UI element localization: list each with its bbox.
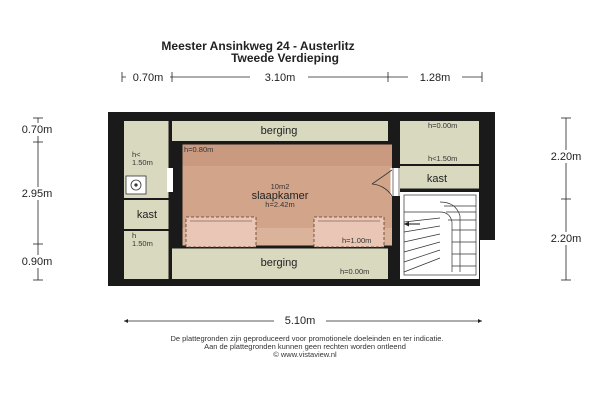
dim-top-left: 0.70m: [132, 72, 164, 84]
dim-left-bottom: 0.90m: [21, 256, 53, 268]
room-berging-bottom: berging: [260, 257, 298, 269]
dim-left-top: 0.70m: [21, 124, 53, 136]
room-slaapkamer-height: h=2.42m: [265, 200, 295, 209]
skylight-left: [186, 217, 256, 247]
dim-top-right: 1.28m: [419, 72, 451, 84]
height-label-150-left-bottom-1: h: [132, 231, 137, 240]
room-kast-right: kast: [426, 173, 448, 185]
dim-right-top: 2.20m: [550, 151, 582, 163]
right-dimension: [540, 118, 592, 280]
plan-subtitle: Tweede Verdieping: [231, 51, 339, 65]
height-label-150-right: h<1.50m: [428, 154, 458, 163]
height-label-100: h=1.00m: [342, 236, 372, 245]
footer-copyright: © www.vistaview.nl: [273, 350, 337, 359]
footer-disclaimer-1: De plattegronden zijn geproduceerd voor promotionele doeleinden en ter indicatie.: [170, 334, 444, 343]
height-label-000-bottom: h=0.00m: [340, 267, 370, 276]
footer-disclaimer-2: Aan de plattegronden kunnen geen rechten worden ontleend: [204, 342, 406, 351]
bottom-dimension: [124, 314, 482, 327]
height-label-150-left-top-1: h<: [132, 150, 141, 159]
dim-left-middle: 2.95m: [21, 188, 53, 200]
room-berging-top: berging: [260, 125, 298, 137]
plan-title: Meester Ansinkweg 24 - Austerlitz: [161, 39, 355, 53]
room-slaapkamer: slaapkamer: [251, 190, 309, 202]
room-kast-left: kast: [136, 209, 158, 221]
top-dimension: [122, 71, 482, 84]
height-label-150-left-bottom-2: 1.50m: [132, 239, 153, 248]
left-dimension: [12, 118, 62, 280]
height-label-150-left-top-2: 1.50m: [132, 158, 153, 167]
dim-bottom: 5.10m: [284, 315, 316, 327]
room-slaapkamer-area: 10m2: [270, 182, 290, 191]
washbasin-icon: [126, 176, 146, 194]
height-label-080: h=0.80m: [184, 145, 214, 154]
height-label-000-top-right: h=0.00m: [428, 121, 458, 130]
dim-top-middle: 3.10m: [264, 72, 296, 84]
dim-right-bottom: 2.20m: [550, 233, 582, 245]
